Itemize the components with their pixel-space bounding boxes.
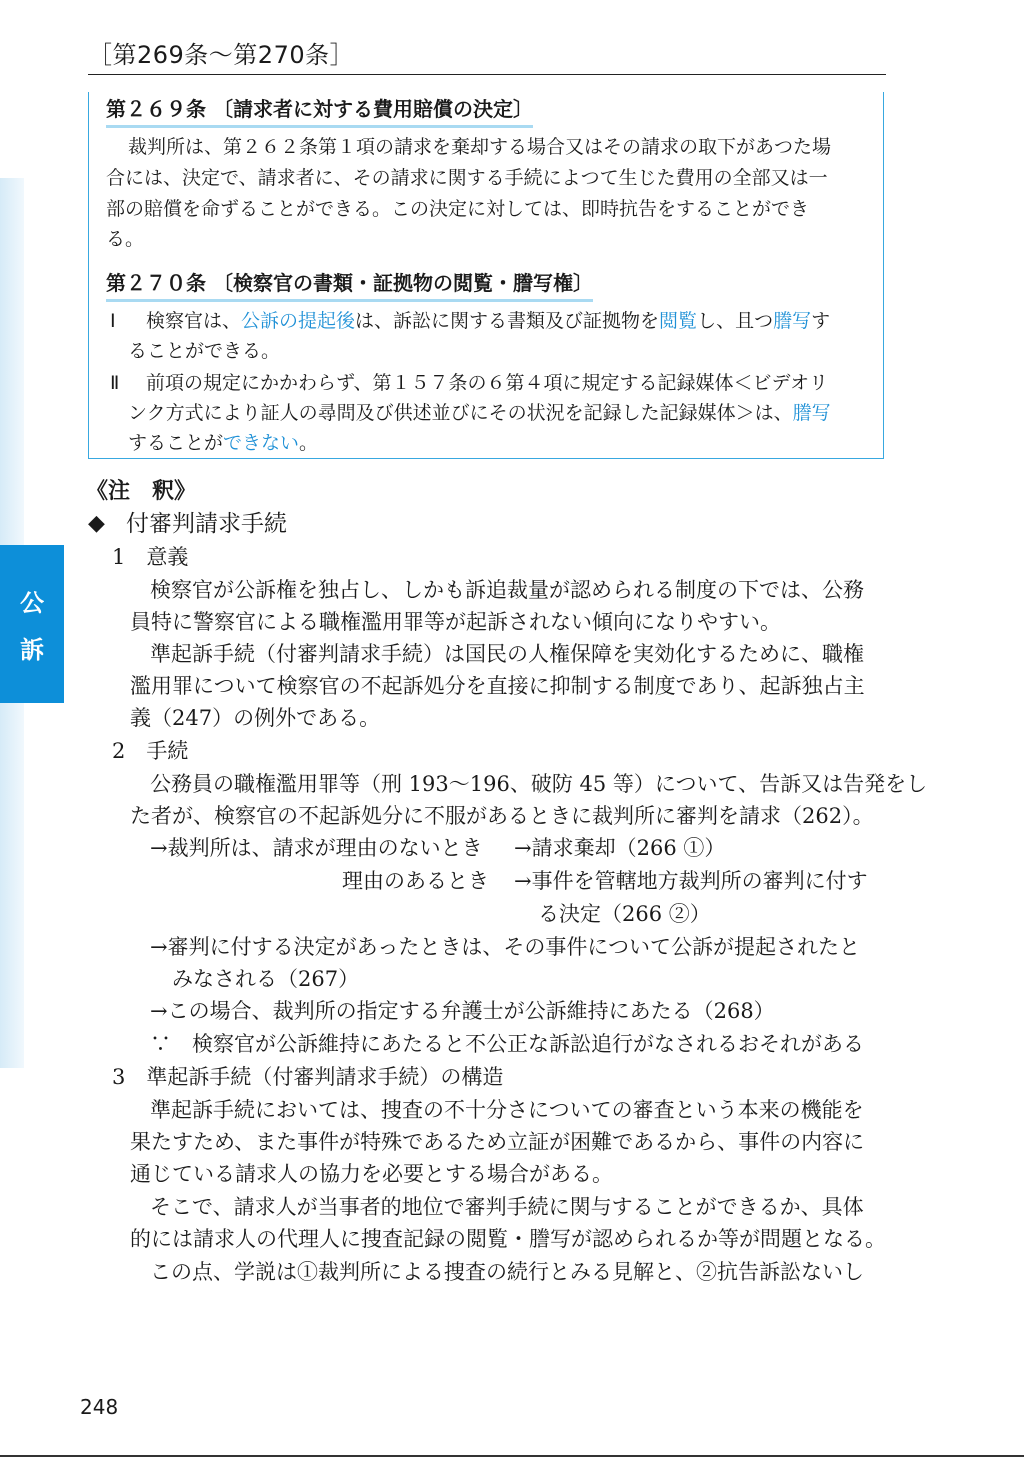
body-line: た者が、検察官の不起訴処分に不服があるときに裁判所に審判を請求（262）。	[130, 804, 874, 828]
flow-row-2-right: →事件を管轄地方裁判所の審判に付す	[514, 869, 868, 893]
subsection-3-title: 3 準起訴手続（付審判請求手続）の構造	[112, 1065, 504, 1089]
running-head: ［第269条〜第270条］	[88, 40, 886, 75]
paragraph-1-number: Ⅰ	[110, 310, 116, 332]
subsection-1-title: 1 意義	[112, 545, 189, 569]
paragraph-2-number: Ⅱ	[110, 372, 120, 394]
body-line: 義（247）の例外である。	[130, 706, 381, 730]
subsection-2-title: 2 手続	[112, 739, 189, 763]
text-run: 検察官は、	[146, 310, 242, 332]
article-269-line: 部の賠償を命ずることができる。この決定に対しては、即時抗告をすることができ	[106, 198, 810, 220]
body-line: そこで、請求人が当事者的地位で審判手続に関与することができるか、具体	[150, 1195, 864, 1219]
flow-row-4: →この場合、裁判所の指定する弁護士が公訴維持にあたる（268）	[150, 999, 775, 1023]
highlight-term: 謄写	[792, 402, 831, 424]
page-number: 248	[80, 1395, 119, 1419]
chapter-tab-char-2: 訴	[20, 636, 44, 664]
flow-row-3-continuation: みなされる（267）	[172, 967, 360, 991]
notes-title: 《注 釈》	[86, 479, 197, 504]
section-title: 付審判請求手続	[126, 511, 287, 537]
body-line: 準起訴手続においては、捜査の不十分さについての審査という本来の機能を	[150, 1098, 864, 1122]
body-line: 通じている請求人の協力を必要とする場合がある。	[130, 1162, 613, 1186]
body-line: 公務員の職権濫用罪等（刑 193〜196、破防 45 等）について、告訴又は告発をし	[150, 772, 928, 796]
text-run: し、且つ	[697, 310, 774, 332]
text-run: 。	[299, 432, 319, 454]
article-269-heading: 第２６９条 〔請求者に対する費用賠償の決定〕	[106, 94, 533, 128]
text-run: は、訴訟に関する書類及び証拠物を	[355, 310, 660, 332]
article-269-line: 裁判所は、第２６２条第１項の請求を棄却する場合又はその請求の取下があつた場	[128, 136, 832, 158]
text-run: することが	[128, 432, 224, 454]
diamond-bullet-icon: ◆	[88, 511, 105, 536]
article-270-para-2-line-2	[128, 398, 831, 428]
body-line: 検察官が公訴権を独占し、しかも訴追裁量が認められる制度の下では、公務	[150, 578, 864, 602]
article-270-para-2-line-3	[128, 428, 318, 458]
text-run: す	[811, 310, 831, 332]
highlight-term: 閲覧	[659, 310, 698, 332]
flow-row-1-right: →請求棄却（266 ①）	[514, 836, 726, 860]
bottom-rule	[0, 1455, 1024, 1457]
article-270-para-1-line-1	[146, 306, 830, 336]
flow-row-3: →審判に付する決定があったときは、その事件について公訴が提起されたと	[150, 935, 860, 959]
article-269-line: 合には、決定で、請求者に、その請求に関する手続によつて生じた費用の全部又は一	[106, 167, 828, 189]
flow-row-2-left: 理由のあるとき	[342, 869, 489, 893]
article-270-para-1-line-2: ることができる。	[128, 340, 281, 362]
chapter-tab	[0, 545, 64, 703]
body-line: 果たすため、また事件が特殊であるため立証が困難であるから、事件の内容に	[130, 1130, 865, 1154]
flow-row-2-continuation: る決定（266 ②）	[538, 902, 711, 926]
body-line: 的には請求人の代理人に捜査記録の閲覧・謄写が認められるか等が問題となる。	[130, 1227, 886, 1251]
text-run: ンク方式により証人の尋問及び供述並びにその状況を記録した記録媒体＞は、	[128, 402, 793, 424]
body-line: 員特に警察官による職権濫用罪等が起訴されない傾向になりやすい。	[130, 610, 781, 634]
highlight-term: できない	[223, 432, 300, 454]
body-line: 準起訴手続（付審判請求手続）は国民の人権保障を実効化するために、職権	[150, 642, 864, 666]
body-line: 濫用罪について検察官の不起訴処分を直接に抑制する制度であり、起訴独占主	[130, 674, 865, 698]
highlight-term: 謄写	[773, 310, 812, 332]
chapter-tab-char-1: 公	[20, 589, 44, 617]
article-269-line: る。	[106, 228, 145, 250]
article-270-heading: 第２７０条 〔検察官の書類・証拠物の閲覧・謄写権〕	[106, 268, 593, 302]
article-270-para-2-line-1: 前項の規定にかかわらず、第１５７条の６第４項に規定する記録媒体＜ビデオリ	[146, 372, 829, 394]
flow-row-1-left: →裁判所は、請求が理由のないとき	[150, 836, 483, 860]
flow-reason: ∵ 検察官が公訴維持にあたると不公正な訴訟追行がなされるおそれがある	[150, 1032, 864, 1056]
highlight-term: 公訴の提起後	[241, 310, 356, 332]
body-line: この点、学説は①裁判所による捜査の続行とみる見解と、②抗告訴訟ないし	[150, 1260, 864, 1284]
